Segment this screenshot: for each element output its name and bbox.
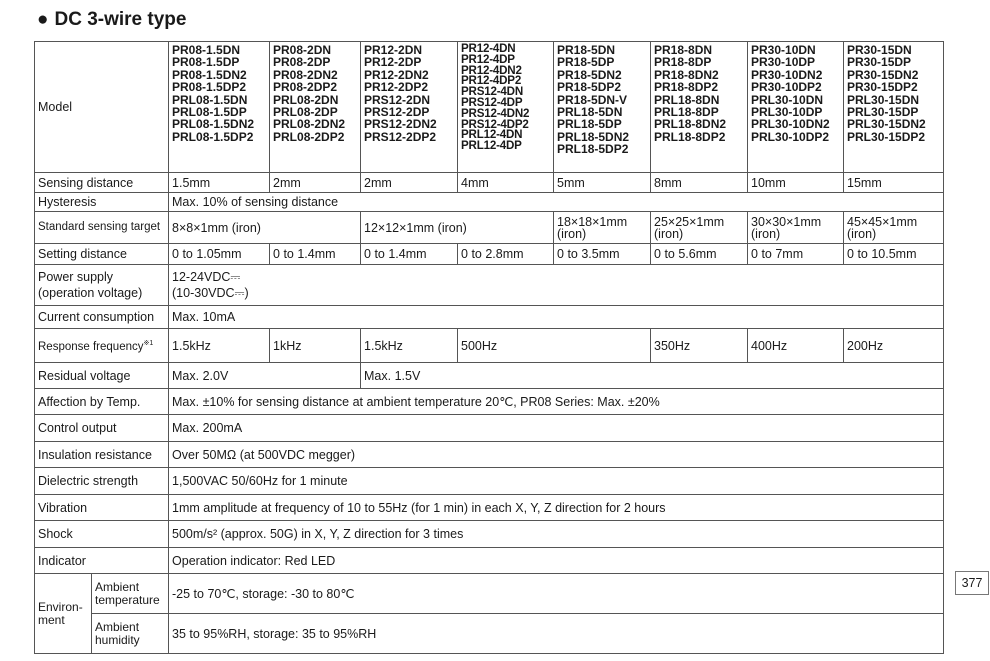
value-cell: Max. 200mA	[169, 415, 944, 442]
value-cell: 350Hz	[651, 329, 748, 363]
value-cell: 0 to 2.8mm	[458, 244, 554, 265]
row-shock	[35, 521, 944, 548]
model-cell	[651, 42, 748, 173]
model-name: PRL08-2DP	[273, 105, 338, 120]
row-affection-by-temp	[35, 389, 944, 415]
value-cell: 2mm	[361, 173, 458, 193]
model-name: PR08-2DP	[273, 55, 331, 70]
value-cell: Max. 10% of sensing distance	[169, 193, 944, 212]
model-name: PR08-2DP2	[273, 80, 338, 95]
value-cell: 25×25×1mm (iron)	[651, 212, 748, 244]
model-name: PRS12-2DP2	[364, 129, 437, 144]
model-name: PR08-2DN	[273, 43, 332, 57]
value-cell: 12×12×1mm (iron)	[361, 212, 554, 244]
value-cell: 2mm	[270, 173, 361, 193]
model-name: PR12-4DN	[461, 42, 516, 55]
value-cell: 0 to 1.4mm	[361, 244, 458, 265]
value-cell: 4mm	[458, 173, 554, 193]
value-cell: 0 to 3.5mm	[554, 244, 651, 265]
section-title-text: DC 3-wire type	[54, 9, 187, 30]
model-name: PRL08-1.5DP	[172, 105, 247, 120]
model-cell	[270, 42, 361, 173]
row-insulation-resistance	[35, 442, 944, 468]
value-cell: 30×30×1mm (iron)	[748, 212, 844, 244]
model-name: PRL30-15DN2	[847, 117, 926, 132]
label-vibration: Vibration	[35, 495, 169, 521]
row-hysteresis	[35, 193, 944, 212]
label-setting-distance: Setting distance	[35, 244, 169, 265]
model-name: PRL18-8DP2	[654, 129, 726, 144]
model-name: PRS12-4DN2	[461, 106, 530, 120]
model-name: PR18-8DN	[654, 43, 713, 57]
label-control-output: Control output	[35, 415, 169, 442]
label-environment: Environ- ment	[35, 574, 92, 654]
model-name: PRL08-1.5DN	[172, 92, 248, 107]
value-cell: 500Hz	[458, 329, 651, 363]
value-cell: 0 to 10.5mm	[844, 244, 944, 265]
label-standard-sensing-target: Standard sensing target	[35, 212, 169, 244]
model-name: PR30-10DP	[751, 55, 816, 70]
value-cell: 200Hz	[844, 329, 944, 363]
value-cell: 5mm	[554, 173, 651, 193]
value-cell: 1mm amplitude at frequency of 10 to 55Hz (for 1 min) in each X, Y, Z direction for 2 hours	[169, 495, 944, 521]
value-cell: 8×8×1mm (iron)	[169, 212, 361, 244]
model-name: PR30-15DN	[847, 43, 912, 57]
model-name: PRL12-4DN	[461, 128, 523, 142]
value-cell: 0 to 7mm	[748, 244, 844, 265]
model-name: PRS12-4DP2	[461, 117, 529, 131]
value-cell: 1.5kHz	[361, 329, 458, 363]
model-name: PR08-2DN2	[273, 67, 338, 82]
model-name: PRL08-2DN2	[273, 117, 346, 132]
value-cell: 1.5mm	[169, 173, 270, 193]
model-name: PR12-4DN2	[461, 63, 522, 77]
value-cell: 0 to 1.4mm	[270, 244, 361, 265]
value-cell: Operation indicator: Red LED	[169, 548, 944, 574]
page-number: 377	[955, 571, 989, 595]
model-name: PR12-4DP	[461, 52, 515, 66]
spec-table	[34, 41, 944, 654]
model-name: PRS12-2DP	[364, 105, 430, 120]
model-name: PR12-4DP2	[461, 74, 522, 88]
model-cell	[554, 42, 651, 173]
row-ambient-temperature	[35, 574, 944, 614]
model-cell	[361, 42, 458, 173]
value-cell: Over 50MΩ (at 500VDC megger)	[169, 442, 944, 468]
value-cell: 10mm	[748, 173, 844, 193]
label-response-frequency	[35, 329, 169, 363]
row-control-output	[35, 415, 944, 442]
model-name: PRS12-2DN2	[364, 117, 437, 132]
model-name: PRL30-15DN	[847, 92, 920, 107]
label-shock: Shock	[35, 521, 169, 548]
value-cell: Max. ±10% for sensing distance at ambient temperature 20℃, PR08 Series: Max. ±20%	[169, 389, 944, 415]
model-name: PR18-8DP	[654, 55, 712, 70]
label-dielectric-strength: Dielectric strength	[35, 468, 169, 495]
bullet-icon: ●	[37, 9, 49, 30]
label-indicator: Indicator	[35, 548, 169, 574]
row-standard-sensing-target	[35, 212, 944, 244]
model-name: PRL18-8DN	[654, 92, 720, 107]
value-cell: 500m/s² (approx. 50G) in X, Y, Z direction for 3 times	[169, 521, 944, 548]
model-name: PR12-2DN2	[364, 67, 429, 82]
row-residual-voltage	[35, 363, 944, 389]
model-name: PRL08-1.5DP2	[172, 129, 254, 144]
value-cell: 18×18×1mm (iron)	[554, 212, 651, 244]
value-cell: 0 to 1.05mm	[169, 244, 270, 265]
model-name: PRL30-10DN	[751, 92, 824, 107]
model-name: PR30-10DN	[751, 43, 816, 57]
model-cell	[169, 42, 270, 173]
model-name: PR12-2DP	[364, 55, 422, 70]
model-name: PR08-1.5DN	[172, 43, 241, 57]
value-cell: 0 to 5.6mm	[651, 244, 748, 265]
model-name: PR18-5DP	[557, 55, 615, 70]
model-name: PR18-8DN2	[654, 67, 719, 82]
model-name: PRL08-2DN	[273, 92, 339, 107]
model-name: PR12-2DP2	[364, 80, 429, 95]
model-name: PR18-5DP2	[557, 80, 622, 95]
model-name: PRL18-8DN2	[654, 117, 727, 132]
value-cell: 1.5kHz	[169, 329, 270, 363]
value-cell: 8mm	[651, 173, 748, 193]
value-cell: 15mm	[844, 173, 944, 193]
model-name: PR18-5DN-V	[557, 92, 628, 107]
model-name: PR08-1.5DN2	[172, 67, 247, 82]
model-name: PRS12-4DN	[461, 85, 524, 99]
model-name: PR30-15DP2	[847, 80, 918, 95]
model-cell	[458, 42, 554, 173]
model-name: PRL18-5DP	[557, 117, 622, 132]
model-name: PR30-15DP	[847, 55, 912, 70]
model-name: PRL18-8DP	[654, 105, 719, 120]
value-cell: -25 to 70℃, storage: -30 to 80℃	[169, 574, 944, 614]
model-cell	[844, 42, 944, 173]
label-current-consumption: Current consumption	[35, 306, 169, 329]
model-name: PRL30-10DP2	[751, 129, 830, 144]
model-name: PRL08-2DP2	[273, 129, 345, 144]
model-name: PRL12-4DP	[461, 139, 522, 153]
model-name: PR30-15DN2	[847, 67, 919, 82]
model-name: PRL30-10DP	[751, 105, 823, 120]
model-name: PR30-10DP2	[751, 80, 822, 95]
label-text: Response frequency	[38, 340, 144, 353]
value-cell: 1kHz	[270, 329, 361, 363]
model-name: PRL18-5DN	[557, 105, 623, 120]
power-supply-line: (10-30VDC⎓)	[172, 286, 249, 300]
model-name: PR18-5DN	[557, 43, 616, 57]
model-name: PRL18-5DN2	[557, 129, 630, 144]
value-cell: 1,500VAC 50/60Hz for 1 minute	[169, 468, 944, 495]
model-name: PR18-8DP2	[654, 80, 719, 95]
label-power-supply: Power supply (operation voltage)	[35, 265, 169, 306]
footnote-mark: ※1	[143, 340, 154, 348]
value-cell: 35 to 95%RH, storage: 35 to 95%RH	[169, 614, 944, 654]
model-name: PRL30-15DP	[847, 105, 919, 120]
label-model: Model	[35, 42, 169, 173]
row-setting-distance	[35, 244, 944, 265]
model-name: PRL18-5DP2	[557, 142, 629, 157]
value-cell: 400Hz	[748, 329, 844, 363]
label-sensing-distance: Sensing distance	[35, 173, 169, 193]
label-residual-voltage: Residual voltage	[35, 363, 169, 389]
value-cell: Max. 1.5V	[361, 363, 944, 389]
label-hysteresis: Hysteresis	[35, 193, 169, 212]
model-name: PR18-5DN2	[557, 67, 622, 82]
row-vibration	[35, 495, 944, 521]
row-current-consumption	[35, 306, 944, 329]
model-name: PR08-1.5DP2	[172, 80, 247, 95]
label-affection-by-temp: Affection by Temp.	[35, 389, 169, 415]
value-cell: 45×45×1mm (iron)	[844, 212, 944, 244]
section-title	[37, 9, 186, 31]
row-indicator	[35, 548, 944, 574]
row-ambient-humidity	[35, 614, 944, 654]
model-name: PRS12-4DP	[461, 95, 523, 109]
label-ambient-humidity: Ambient humidity	[92, 614, 169, 654]
value-cell: Max. 10mA	[169, 306, 944, 329]
model-name: PR08-1.5DP	[172, 55, 240, 70]
model-name: PRL30-15DP2	[847, 129, 926, 144]
label-ambient-temperature: Ambient temperature	[92, 574, 169, 614]
label-insulation-resistance: Insulation resistance	[35, 442, 169, 468]
value-cell: Max. 2.0V	[169, 363, 361, 389]
row-power-supply	[35, 265, 944, 306]
model-name: PRL30-10DN2	[751, 117, 830, 132]
row-sensing-distance	[35, 173, 944, 193]
power-supply-line: 12-24VDC⎓	[172, 270, 241, 284]
model-name: PR30-10DN2	[751, 67, 823, 82]
model-cell	[748, 42, 844, 173]
model-name: PR12-2DN	[364, 43, 423, 57]
row-model	[35, 42, 944, 173]
model-name: PRL08-1.5DN2	[172, 117, 255, 132]
model-name: PRS12-2DN	[364, 92, 431, 107]
row-response-frequency	[35, 329, 944, 363]
value-cell-power-supply	[169, 265, 944, 306]
row-dielectric-strength	[35, 468, 944, 495]
